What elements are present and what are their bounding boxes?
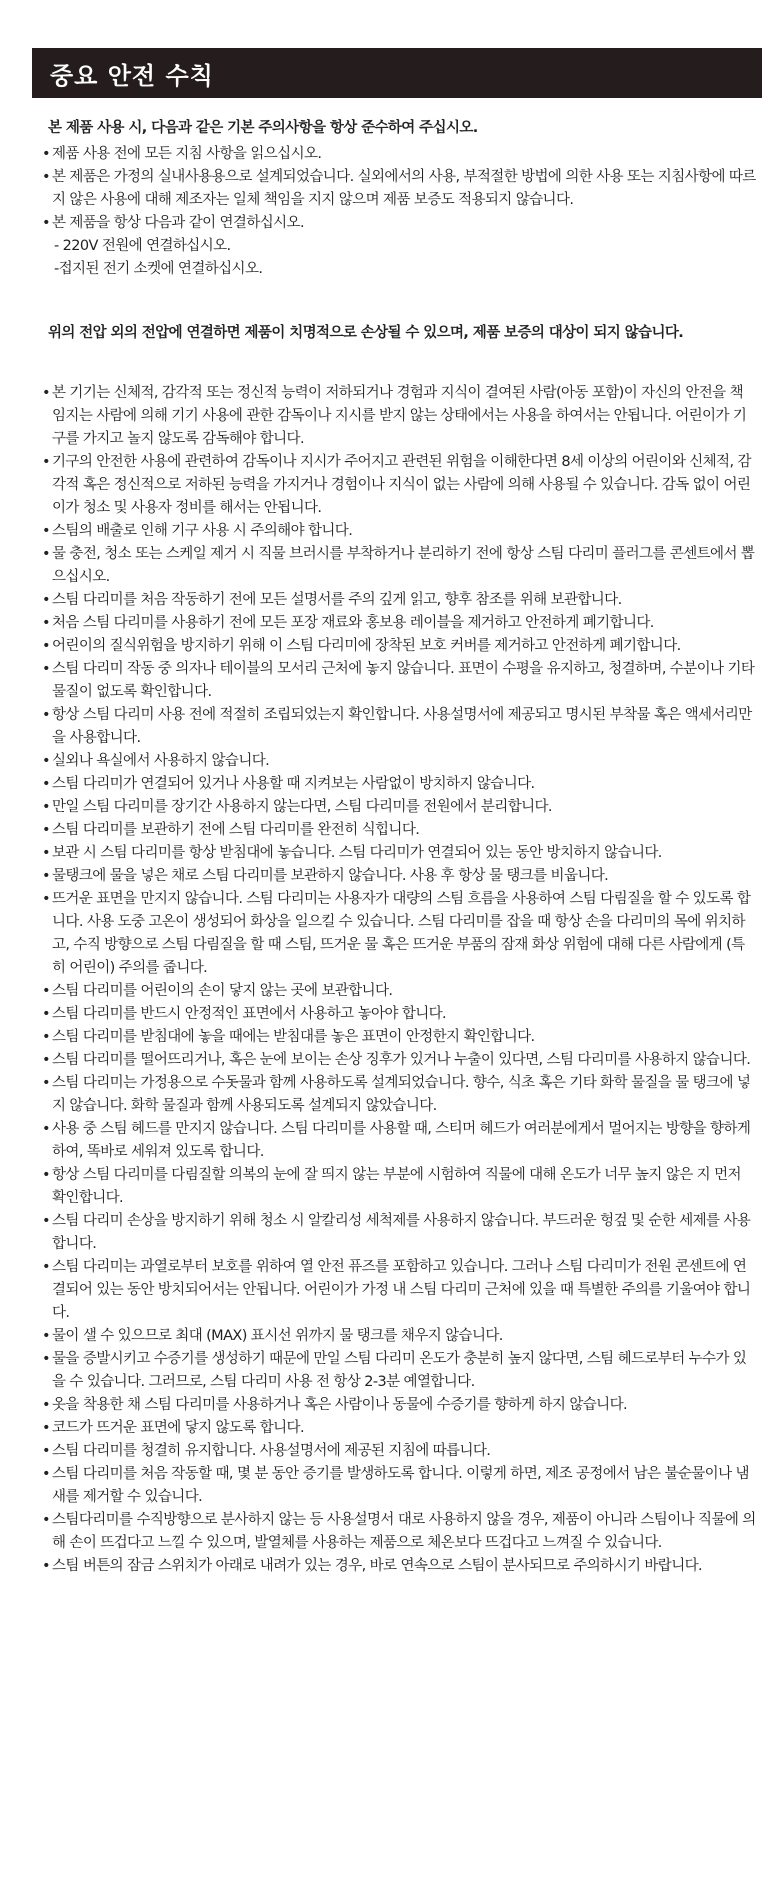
sub-item: -접지된 전기 소켓에 연결하십시오.	[54, 261, 263, 277]
list-item: • 스팀 다리미는 가정용으로 수돗물과 함께 사용하도록 설계되었습니다. 향수, 식초 혹은 기타 화학 물질을 물 탱크에 넣지 않습니다. 화학 물질과 함께 사용되도록 설계되지 않았습니다.	[42, 1072, 756, 1118]
list-item: • 어린이의 질식위험을 방지하기 위해 이 스팀 다리미에 장착된 보호 커버를 제거하고 안전하게 폐기합니다.	[42, 635, 756, 658]
list-item: • 스팀 다리미를 보관하기 전에 스팀 다리미를 완전히 식힙니다.	[42, 819, 756, 842]
intro-text: 본 제품 사용 시, 다음과 같은 기본 주의사항을 항상 준수하여 주십시오.	[48, 120, 478, 136]
list-item: • 옷을 착용한 채 스팀 다리미를 사용하거나 혹은 사람이나 동물에 수증기를 향하게 하지 않습니다.	[42, 1394, 756, 1417]
list-item: • 스팀 다리미는 과열로부터 보호를 위하여 열 안전 퓨즈를 포함하고 있습니다. 그러나 스팀 다리미가 전원 콘센트에 연결되어 있는 동안 방치되어서는 안됩니다. 어린이가 가정 내 스팀 다리미 근처에 있을 때 특별한 주의를 기울여야 합니다.	[42, 1256, 756, 1325]
list-item: • 만일 스팀 다리미를 장기간 사용하지 않는다면, 스팀 다리미를 전원에서 분리합니다.	[42, 796, 756, 819]
list-item: • 물 충전, 청소 또는 스케일 제거 시 직물 브러시를 부착하거나 분리하기 전에 항상 스팀 다리미 플러그를 콘센트에서 뽑으십시오.	[42, 543, 756, 589]
list-item: • 기구의 안전한 사용에 관련하여 감독이나 지시가 주어지고 관련된 위험을 이해한다면 8세 이상의 어린이와 신체적, 감각적 혹은 정신적으로 저하된 능력을 가지거나 경험이나 지식이 없는 사람에 의해 사용될 수 있습니다. 감독 없이 어린이가 청소 및 사용자 정비를 해서는 안됩니다.	[42, 451, 756, 520]
list-item: • 스팀의 배출로 인해 기구 사용 시 주의해야 합니다.	[42, 520, 756, 543]
list-item: • 본 제품은 가정의 실내사용용으로 설계되었습니다. 실외에서의 사용, 부적절한 방법에 의한 사용 또는 지침사항에 따르지 않은 사용에 대해 제조자는 일체 책임을 지지 않으며 제품 보증도 적용되지 않습니다.	[42, 166, 756, 212]
list-item: • 본 기기는 신체적, 감각적 또는 정신적 능력이 저하되거나 경험과 지식이 결여된 사람(아동 포함)이 자신의 안전을 책임지는 사람에 의해 기기 사용에 관한 감독이나 지시를 받지 않는 상태에서는 사용을 하여서는 안됩니다. 어린이가 기구를 가지고 놀지 않도록 감독해야 합니다.	[42, 382, 756, 451]
warning-text: 위의 전압 외의 전압에 연결하면 제품이 치명적으로 손상될 수 있으며, 제품 보증의 대상이 되지 않습니다.	[48, 325, 684, 341]
list-item: • 스팀 다리미를 받침대에 놓을 때에는 받침대를 놓은 표면이 안정한지 확인합니다.	[42, 1026, 756, 1049]
list-item: • 항상 스팀 다리미 사용 전에 적절히 조립되었는지 확인합니다. 사용설명서에 제공되고 명시된 부착물 혹은 액세서리만을 사용합니다.	[42, 704, 756, 750]
list-item: • 제품 사용 전에 모든 지침 사항을 읽으십시오.	[42, 143, 756, 166]
list-item: • 스팀 다리미를 반드시 안정적인 표면에서 사용하고 놓아야 합니다.	[42, 1003, 756, 1026]
list-item: • 스팀 다리미가 연결되어 있거나 사용할 때 지켜보는 사람없이 방치하지 않습니다.	[42, 773, 756, 796]
list-item: • 물을 증발시키고 수증기를 생성하기 때문에 만일 스팀 다리미 온도가 충분히 높지 않다면, 스팀 헤드로부터 누수가 있을 수 있습니다. 그러므로, 스팀 다리미 사용 전 항상 2-3분 예열합니다.	[42, 1348, 756, 1394]
list-item: • 뜨거운 표면을 만지지 않습니다. 스팀 다리미는 사용자가 대량의 스팀 흐름을 사용하여 스팀 다림질을 할 수 있도록 합니다. 사용 도중 고온이 생성되어 화상을 일으킬 수 있습니다. 스팀 다리미를 잡을 때 항상 손을 다리미의 목에 위치하고, 수직 방향으로 스팀 다림질을 할 때 스팀, 뜨거운 물 혹은 뜨거운 부품의 잠재 화상 위험에 대해 다른 사람에게 (특히 어린이) 주의를 줍니다.	[42, 888, 756, 980]
list-item: • 스팀 다리미를 처음 작동하기 전에 모든 설명서를 주의 깊게 읽고, 향후 참조를 위해 보관합니다.	[42, 589, 756, 612]
list-item: • 본 제품을 항상 다음과 같이 연결하십시오.	[42, 212, 756, 235]
list-item: • 스팀 다리미를 떨어뜨리거나, 혹은 눈에 보이는 손상 징후가 있거나 누출이 있다면, 스팀 다리미를 사용하지 않습니다.	[42, 1049, 756, 1072]
list-item: • 스팀 버튼의 잠금 스위치가 아래로 내려가 있는 경우, 바로 연속으로 스팀이 분사되므로 주의하시기 바랍니다.	[42, 1555, 756, 1578]
list-item: • 스팀 다리미 손상을 방지하기 위해 청소 시 알칼리성 세척제를 사용하지 않습니다. 부드러운 헝겊 및 순한 세제를 사용합니다.	[42, 1210, 756, 1256]
list-item: • 실외나 욕실에서 사용하지 않습니다.	[42, 750, 756, 773]
section-header	[32, 48, 762, 98]
list-item: • 항상 스팀 다리미를 다림질할 의복의 눈에 잘 띄지 않는 부분에 시험하여 직물에 대해 온도가 너무 높지 않은 지 먼저 확인합니다.	[42, 1164, 756, 1210]
sub-item: - 220V 전원에 연결하십시오.	[54, 238, 231, 254]
list-item: • 보관 시 스팀 다리미를 항상 받침대에 놓습니다. 스팀 다리미가 연결되어 있는 동안 방치하지 않습니다.	[42, 842, 756, 865]
list-item: • 스팀 다리미를 청결히 유지합니다. 사용설명서에 제공된 지침에 따릅니다.	[42, 1440, 756, 1463]
first-list	[42, 143, 756, 235]
safety-list	[42, 382, 756, 1578]
list-item: • 스팀 다리미 작동 중 의자나 테이블의 모서리 근처에 놓지 않습니다. 표면이 수평을 유지하고, 청결하며, 수분이나 기타 물질이 없도록 확인합니다.	[42, 658, 756, 704]
section-title: 중요 안전 수칙	[50, 61, 214, 90]
list-item: • 스팀 다리미를 어린이의 손이 닿지 않는 곳에 보관합니다.	[42, 980, 756, 1003]
list-item: • 물이 샐 수 있으므로 최대 (MAX) 표시선 위까지 물 탱크를 채우지 않습니다.	[42, 1325, 756, 1348]
document-body	[42, 116, 756, 1578]
list-item: • 사용 중 스팀 헤드를 만지지 않습니다. 스팀 다리미를 사용할 때, 스티머 헤드가 여러분에게서 멀어지는 방향을 향하게 하여, 똑바로 세워져 있도록 합니다.	[42, 1118, 756, 1164]
list-item: • 스팀 다리미를 처음 작동할 때, 몇 분 동안 증기를 발생하도록 합니다. 이렇게 하면, 제조 공정에서 남은 불순물이나 냄새를 제거할 수 있습니다.	[42, 1463, 756, 1509]
list-item: • 처음 스팀 다리미를 사용하기 전에 모든 포장 재료와 홍보용 레이블을 제거하고 안전하게 폐기합니다.	[42, 612, 756, 635]
list-item: • 물탱크에 물을 넣은 채로 스팀 다리미를 보관하지 않습니다. 사용 후 항상 물 탱크를 비웁니다.	[42, 865, 756, 888]
list-item: • 코드가 뜨거운 표면에 닿지 않도록 합니다.	[42, 1417, 756, 1440]
list-item: • 스팀다리미를 수직방향으로 분사하지 않는 등 사용설명서 대로 사용하지 않을 경우, 제품이 아니라 스팀이나 직물에 의해 손이 뜨겁다고 느낄 수 있으며, 발열체를 사용하는 제품으로 체온보다 뜨겁다고 느껴질 수 있습니다.	[42, 1509, 756, 1555]
